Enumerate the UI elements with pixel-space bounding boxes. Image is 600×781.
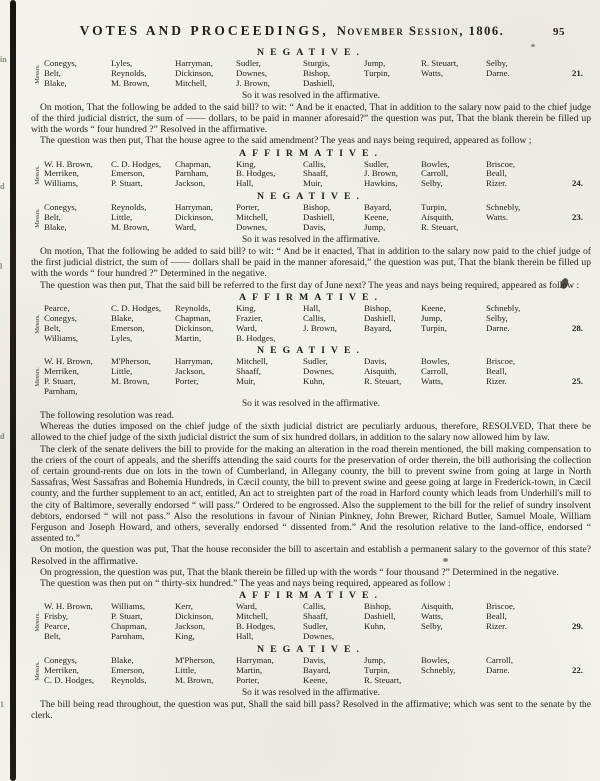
vote-heading-negative: NEGATIVE. (257, 345, 365, 357)
vote-tally (543, 602, 591, 612)
vote-table-negative-3 (31, 357, 591, 397)
voter-name: Aisquith, (364, 367, 397, 377)
voter-name: Keene, (421, 303, 446, 313)
voter-name: Merriken, (44, 665, 79, 675)
voter-name: Bayard, (303, 665, 331, 675)
voter-name: Pearce, (44, 303, 70, 313)
vote-table-rows (44, 203, 591, 233)
voter-name: Pearce, (44, 622, 70, 632)
voter-name: Schnebly, (421, 665, 456, 675)
voter-name: King, (236, 303, 256, 313)
voter-name: Little, (175, 665, 197, 675)
voter-name: Reynolds, (175, 303, 211, 313)
voter-name: Harryman, (236, 655, 274, 665)
voter-name: Emerson, (111, 665, 145, 675)
voter-name (421, 632, 486, 642)
vote-table-row (44, 324, 591, 334)
voter-name: Downes, (236, 68, 268, 78)
voter-name: King, (236, 159, 256, 169)
vote-table-row (44, 632, 591, 642)
vote-tally (543, 367, 591, 377)
voter-name (421, 676, 486, 686)
vote-heading-affirmative: AFFIRMATIVE. (239, 291, 383, 303)
voter-name: R. Steuart, (364, 675, 402, 685)
voter-name: B. Hodges, (236, 333, 276, 343)
voter-name: Watts, (421, 68, 444, 78)
voter-name: Rizer. (486, 179, 507, 189)
voter-name: Darne. (486, 68, 510, 78)
vote-heading-negative: NEGATIVE. (257, 191, 365, 203)
voter-name: Jump, (421, 313, 443, 323)
vote-tally (543, 169, 591, 179)
voter-name (364, 79, 421, 89)
vote-table-row (44, 69, 591, 79)
vote-tally (543, 203, 591, 213)
vote-table-negative-2 (31, 203, 591, 233)
voter-name: Dashiell, (303, 78, 335, 88)
voter-name: Reynolds, (111, 203, 147, 213)
voter-name: Mitchell, (236, 357, 269, 367)
paragraph-motion-first-district: On motion, That the following be added to said bill? to wit: “ And be it enacted, That in addition to the salary now paid to the chief judge of the first judicial district, the sum of —— dollars shall be paid in the manner aforesaid,” the question was put, That the blank therein be filled up with the words “ four hundred ?” Determined in the negative. (31, 245, 591, 280)
voter-name: Jump, (364, 655, 386, 665)
voter-name: Williams, (44, 179, 79, 189)
vote-tally (543, 632, 591, 642)
voter-name: Conegys, (44, 203, 77, 213)
voter-name (364, 334, 421, 344)
voter-name: Watts, (421, 612, 444, 622)
voter-name: Keene, (303, 675, 328, 685)
voter-name: P. Stuart, (111, 612, 143, 622)
voter-name: R. Steuart, (421, 59, 459, 68)
voter-name: Dashiell, (364, 612, 396, 622)
page-header (31, 22, 591, 40)
vote-tally (543, 612, 591, 622)
voter-name: P. Stuart, (111, 179, 143, 189)
voter-name: Carroll, (486, 655, 514, 665)
vote-heading-negative: NEGATIVE. (257, 47, 365, 58)
voter-name: Aisquith, (421, 602, 454, 612)
vote-table-row (44, 203, 591, 213)
paragraph-reconsider-salary: On motion, the question was put, That the house reconsider the bill to ascertain and establish a permanent salary to the governor of this state? Resolved in the affirmative. (31, 544, 591, 567)
voter-name (303, 387, 364, 397)
voter-name: Bowles, (421, 357, 450, 367)
voter-name: Dashiell, (303, 213, 335, 223)
voter-name (364, 632, 421, 642)
voter-name: Chapman, (111, 622, 147, 632)
voter-name: Callis, (303, 159, 326, 169)
voter-name: Dickinson, (175, 323, 214, 333)
voter-name: Jump, (364, 59, 386, 68)
voter-name: Bishop, (303, 68, 331, 78)
voter-name: Ward, (236, 323, 258, 333)
voter-name: Kuhn, (303, 377, 325, 387)
paragraph-progression-four-thousand: On progression, the question was put, That the blank therein be filled up with the words “ four thousand ?” Determined in the negative. (40, 566, 559, 578)
voter-name: Bayard, (364, 203, 392, 213)
voter-name: Callis, (303, 602, 326, 612)
voter-name: Carroll, (421, 367, 449, 377)
voter-name: M. Brown, (111, 377, 150, 387)
vote-heading-affirmative: AFFIRMATIVE. (239, 590, 383, 602)
vote-table-row (44, 314, 591, 324)
voter-name: Porter, (175, 377, 199, 387)
paragraph-clerk-of-senate: The clerk of the senate delivers the bill to provide for the making an alteration in the road therein mentioned, the bill making compensation to the criers of the court of appeals, and the sheriffs attending the said courts for the preservation of order therein, the bill authorising the collection of certain ground-rents due on lots in the town of Cumberland, in Allegany county, the bill to prevent swine from going at large in North Sassafras, West Sassafras and Bohemia Hundreds, in Cæcil county, the bill to prevent swine and geese going at large in Frederick-town, in Cæcil county, and the further supplement to an act, entitled, An act to streighten part of the road in Harford county which leads from Underhill's mill to the city of Baltimore, severally endorsed “ will pass.” Ordered to be engrossed. Also the supplement to the bill for the relief of sundry insolvent debtors, endorsed “ will not pass.” Also the resolutions in favour of Ninian Pinkney, John Brewer, Richard Butler, Samuel Moale, William Ferguson and Joseph Howard, and others, severally endorsed “ dissented from.” And the resolution relative to the land-office, endorsed “ assented to.” (31, 443, 591, 545)
voter-name: M. Brown, (111, 223, 150, 233)
paragraph-whereas-resolution: Whereas the duties imposed on the chief judge of the sixth judicial district are peculiarly arduous, therefore, RESOLVED, That there be allowed to the chief judge of the sixth judicial district the sum of six hundred dollars, in addition to the salary now allowed him by law. (31, 421, 591, 444)
voter-name: J. Brown, (236, 78, 270, 88)
voter-name: Parnham, (111, 632, 145, 641)
voter-name: Bishop, (303, 203, 331, 213)
messrs-label: Messrs. (34, 164, 41, 185)
voter-name: Davis, (364, 357, 387, 367)
voter-name: C. D. Hodges, (111, 303, 162, 313)
voter-name: Turpin, (364, 665, 390, 675)
vote-tally (543, 656, 591, 666)
page-bleed-fragment: in (0, 55, 7, 64)
voter-name: Selby, (421, 179, 443, 189)
page-number: 95 (553, 26, 565, 38)
voter-name: Aisquith, (421, 213, 454, 223)
voter-name: M. Brown, (111, 78, 150, 88)
voter-name (421, 79, 486, 89)
voter-name: Downes, (236, 223, 268, 233)
voter-name: Lyles, (111, 59, 133, 68)
voter-name: Belt, (44, 632, 61, 641)
vote-table-row (44, 377, 591, 387)
title-main: VOTES AND PROCEEDINGS, (79, 23, 329, 38)
voter-name: W. H. Brown, (44, 357, 93, 367)
voter-name: Dickinson, (175, 68, 214, 78)
vote-table-row (44, 387, 591, 397)
vote-table-row (44, 367, 591, 377)
vote-heading-affirmative: AFFIRMATIVE. (239, 147, 383, 159)
voter-name: B. Hodges, (236, 169, 276, 179)
vote-table-row (44, 656, 591, 666)
voter-name: Dickinson, (175, 213, 214, 223)
voter-name: M'Pherson, (175, 655, 215, 665)
voter-name: P. Stuart, (44, 377, 76, 387)
vote-table-rows (44, 304, 591, 344)
voter-name: Sturgis, (303, 59, 330, 68)
voter-name: Martin, (236, 665, 263, 675)
vote-tally (543, 160, 591, 170)
voter-name: Harryman, (175, 59, 213, 68)
voter-name: M. Brown, (175, 675, 214, 685)
voter-name: J. Brown, (364, 169, 398, 179)
vote-tally (543, 314, 591, 324)
vote-tally (543, 59, 591, 69)
voter-name: Bishop, (364, 303, 392, 313)
vote-table-rows (44, 160, 591, 190)
vote-table-row (44, 666, 591, 676)
vote-table-rows (44, 357, 591, 397)
voter-name: Bayard, (364, 323, 392, 333)
vote-heading-negative: NEGATIVE. (257, 643, 365, 655)
page-bleed-fragment: l (0, 262, 3, 271)
voter-name: Jump, (364, 223, 386, 233)
voter-name: Little, (111, 213, 133, 223)
voter-name (486, 632, 543, 642)
vote-tally (543, 223, 591, 233)
voter-name: Belt, (44, 323, 61, 333)
title-session: November Session, 1806. (336, 24, 505, 38)
voter-name: Martin, (175, 333, 202, 343)
vote-table-row (44, 169, 591, 179)
vote-tally: 24. (572, 178, 583, 189)
voter-name: Selby, (486, 59, 508, 68)
vote-table-row (44, 79, 591, 89)
voter-name: Turpin, (421, 323, 447, 333)
voter-name: Blake, (111, 313, 134, 323)
voter-name: W. H. Brown, (44, 602, 93, 612)
voter-name: Blake, (111, 655, 134, 665)
voter-name: Lyles, (111, 333, 133, 343)
voter-name: Muir, (236, 377, 256, 387)
messrs-label: Messrs. (34, 313, 41, 334)
vote-tally (543, 79, 591, 89)
vote-table-row (44, 334, 591, 344)
paragraph-referred-june: The question was then put, That the said bill be referred to the first day of June next? The yeas and nays being required, appeared as follow : (40, 279, 580, 291)
voter-name (303, 334, 364, 344)
voter-name: Carroll, (421, 169, 449, 179)
vote-table-affirmative-4 (31, 602, 591, 642)
voter-name: Frisby, (44, 612, 69, 622)
voter-name: Beall, (486, 169, 507, 179)
vote-tally: 23. (572, 212, 583, 223)
vote-tally: 28. (572, 322, 583, 333)
vote-table-affirmative-3 (31, 304, 591, 344)
voter-name: Bishop, (364, 602, 392, 612)
voter-name: Little, (111, 367, 133, 377)
vote-tally: 25. (572, 376, 583, 387)
voter-name: Bowles, (421, 159, 450, 169)
voter-name: Sudler, (236, 59, 261, 68)
voter-name: Mitchell, (236, 213, 269, 223)
vote-tally (543, 334, 591, 344)
voter-name: Downes, (303, 367, 335, 377)
voter-name: Emerson, (111, 323, 145, 333)
vote-table-row (44, 304, 591, 314)
vote-table-row (44, 179, 591, 189)
voter-name: R. Steuart, (421, 223, 459, 233)
voter-name: Jackson, (175, 179, 206, 189)
vote-table-row (44, 59, 591, 69)
voter-name (175, 387, 236, 397)
paragraph-bill-pass: The bill being read throughout, the question was put, Shall the said bill pass? Resolved in the affirmative; which was sent to the senate by the clerk. (31, 698, 591, 721)
voter-name: Mitchell, (236, 612, 269, 622)
voter-name: Shaaff, (236, 367, 261, 377)
vote-tally: 21. (572, 67, 583, 78)
binding-shadow-bar (10, 0, 16, 781)
voter-name: Hall, (303, 303, 321, 313)
voter-name: R. Steuart, (364, 377, 402, 387)
voter-name: Darne. (486, 665, 510, 675)
vote-table-rows (44, 59, 591, 89)
voter-name: Dashiell, (364, 313, 396, 323)
voter-name: Callis, (303, 313, 326, 323)
page-title (31, 22, 553, 40)
voter-name: Conegys, (44, 59, 77, 68)
messrs-label: Messrs. (34, 64, 41, 84)
voter-name: Darne. (486, 323, 510, 333)
vote-tally (543, 676, 591, 686)
voter-name (486, 79, 543, 89)
voter-name: Briscoe, (486, 159, 516, 169)
vote-table-row (44, 602, 591, 612)
voter-name: Mitchell, (175, 78, 208, 88)
voter-name: C. D. Hodges, (44, 675, 95, 685)
voter-name: Kerr, (175, 602, 193, 612)
voter-name: Blake, (44, 223, 67, 233)
voter-name: Shaaff, (303, 612, 328, 622)
voter-name: Frazier, (236, 313, 263, 323)
paragraph-house-agree: The question was then put, That the house agree to the said amendment? The yeas and nays being required, appeared as follow ; (40, 135, 532, 147)
voter-name (111, 387, 175, 397)
voter-name: Merriken, (44, 169, 79, 179)
voter-name: Parnham, (44, 387, 78, 397)
voter-name: Davis, (303, 223, 326, 233)
messrs-label: Messrs. (34, 208, 41, 228)
voter-name: Hall, (236, 179, 254, 189)
vote-tally (543, 304, 591, 314)
voter-name: Sudler, (303, 357, 328, 367)
voter-name: Keene, (364, 213, 389, 223)
voter-name (486, 387, 543, 397)
vote-tally (543, 357, 591, 367)
voter-name: Williams, (111, 602, 146, 612)
voter-name: Muir, (303, 179, 323, 189)
resolved-line: So it was resolved in the affirmative. (241, 687, 381, 698)
voter-name: Ward, (175, 223, 197, 233)
voter-name (421, 334, 486, 344)
voter-name (364, 387, 421, 397)
messrs-label: Messrs. (34, 367, 41, 387)
voter-name: Downes, (303, 632, 335, 641)
voter-name: Conegys, (44, 313, 77, 323)
voter-name: Ward, (236, 602, 258, 612)
vote-table-row (44, 622, 591, 632)
voter-name: W. H. Brown, (44, 159, 93, 169)
voter-name: Schnebly, (486, 203, 521, 213)
voter-name: Watts. (486, 213, 509, 223)
voter-name (236, 387, 303, 397)
voter-name: Belt, (44, 68, 61, 78)
voter-name: Belt, (44, 213, 61, 223)
voter-name: Briscoe, (486, 357, 516, 367)
page-bleed-fragment: d (0, 182, 5, 191)
page-content (31, 22, 591, 721)
voter-name: Kuhn, (364, 622, 386, 632)
voter-name: Merriken, (44, 367, 79, 377)
voter-name: Blake, (44, 78, 67, 88)
voter-name: Turpin, (421, 203, 447, 213)
voter-name: Hawkins, (364, 179, 398, 189)
vote-table-row (44, 612, 591, 622)
voter-name: Briscoe, (486, 602, 516, 612)
vote-table-row (44, 223, 591, 233)
voter-name: Selby, (486, 313, 508, 323)
voter-name: Beall, (486, 612, 507, 622)
voter-name: Rizer. (486, 622, 507, 632)
page-bleed-fragment: d (0, 432, 5, 441)
voter-name: Conegys, (44, 655, 77, 665)
voter-name: Beall, (486, 367, 507, 377)
paragraph-resolution-read: The following resolution was read. (40, 410, 175, 422)
voter-name: Chapman, (175, 159, 211, 169)
vote-tally: 29. (572, 621, 583, 632)
voter-name: Harryman, (175, 357, 213, 367)
voter-name: Hall, (236, 632, 254, 641)
voter-name: Watts, (421, 377, 444, 387)
resolved-line: So it was resolved in the affirmative. (241, 234, 381, 245)
voter-name: C. D. Hodges, (111, 159, 162, 169)
resolved-line: So it was resolved in the affirmative. (241, 399, 381, 410)
vote-table-row (44, 676, 591, 686)
vote-table-rows (44, 656, 591, 686)
messrs-label: Messrs. (34, 661, 41, 681)
messrs-label: Messrs. (34, 612, 41, 632)
vote-table-rows (44, 602, 591, 642)
voter-name (421, 387, 486, 397)
paragraph-motion-third-district: On motion, That the following be added to the said bill? to wit: “ And be it enacted, That in addition to the salary now paid to the chief judge of the third judicial district, the sum of —— dollars, to be paid in manner aforesaid?” the question was put, That the blank therein be filled up with the words “ four hundred ?” Resolved in the affirmative. (31, 101, 591, 136)
voter-name: Selby, (421, 622, 443, 632)
voter-name: Jackson, (175, 622, 206, 632)
voter-name: Rizer. (486, 377, 507, 387)
voter-name: Harryman, (175, 203, 213, 213)
resolved-line: So it was resolved in the affirmative. (241, 90, 381, 101)
voter-name: Williams, (44, 333, 79, 343)
voter-name: B. Hodges, (236, 622, 276, 632)
page-bleed-fragment: 1 (0, 700, 4, 709)
vote-tally (543, 387, 591, 397)
voter-name (486, 676, 543, 686)
voter-name (486, 223, 543, 233)
voter-name: King, (175, 632, 195, 641)
vote-table-negative-1 (31, 59, 591, 89)
vote-table-row (44, 160, 591, 170)
voter-name: Bowles, (421, 655, 450, 665)
vote-table-negative-4 (31, 656, 591, 686)
voter-name: Parnham, (175, 169, 209, 179)
voter-name: Porter, (236, 675, 260, 685)
voter-name: Jackson, (175, 367, 206, 377)
voter-name: Turpin, (364, 68, 390, 78)
vote-tally: 22. (572, 664, 583, 675)
voter-name: Shaaff, (303, 169, 328, 179)
paragraph-thirty-six-hundred: The question was then put on “ thirty-six hundred.” The yeas and nays being required, appeared as follow : (40, 578, 451, 590)
voter-name: Reynolds, (111, 675, 147, 685)
voter-name: Reynolds, (111, 68, 147, 78)
voter-name: M'Pherson, (111, 357, 151, 367)
voter-name: Schnebly, (486, 303, 521, 313)
voter-name: Porter, (236, 203, 260, 213)
voter-name: Sudler, (364, 159, 389, 169)
voter-name (486, 334, 543, 344)
voter-name: Chapman, (175, 313, 211, 323)
voter-name: J. Brown, (303, 323, 337, 333)
voter-name: Emerson, (111, 169, 145, 179)
vote-table-row (44, 213, 591, 223)
voter-name: Sudler, (303, 622, 328, 632)
voter-name: Davis, (303, 655, 326, 665)
vote-table-affirmative-2 (31, 160, 591, 190)
vote-table-row (44, 357, 591, 367)
voter-name: Dickinson, (175, 612, 214, 622)
